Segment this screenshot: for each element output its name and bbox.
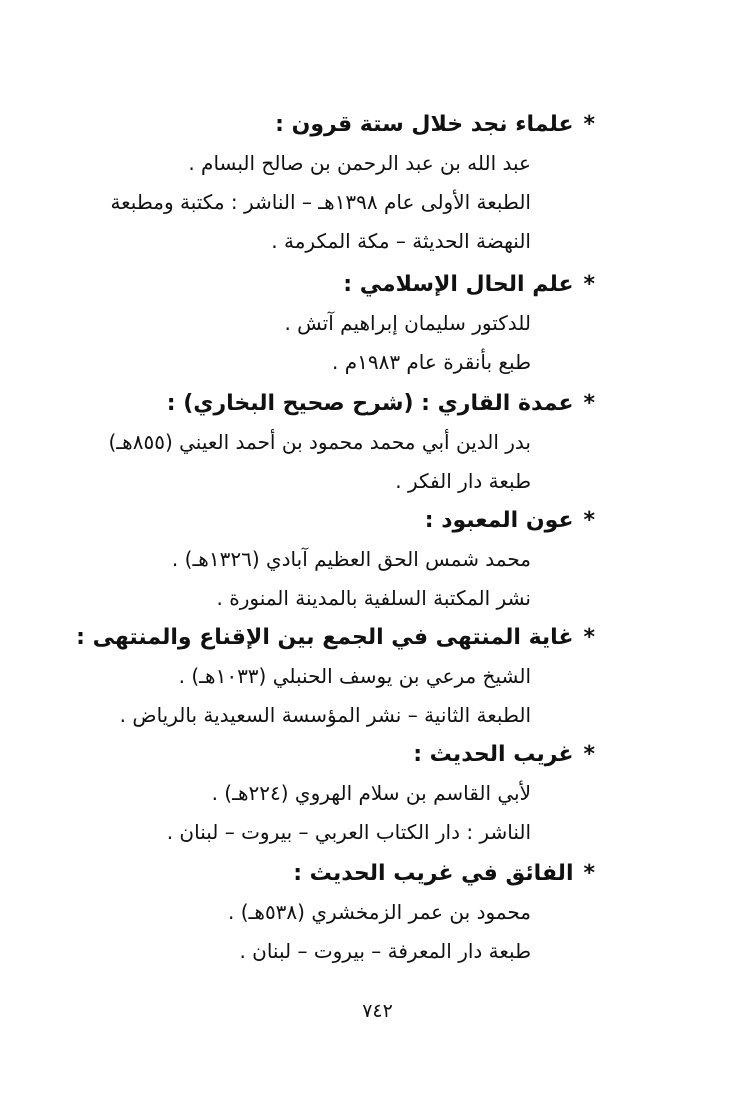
entry-3-line-2: طبعة دار الفكر .: [395, 469, 531, 493]
entry-4-line-1: محمد شمس الحق العظيم آبادي (١٣٢٦هـ) .: [171, 547, 531, 571]
entry-1-line-1: عبد الله بن عبد الرحمن بن صالح البسام .: [188, 151, 531, 175]
entry-title-text: علم الحال الإسلامي :: [343, 272, 574, 297]
bullet-marker: *: [583, 112, 595, 137]
entry-title-text: غريب الحديث :: [413, 742, 574, 767]
bullet-marker: *: [583, 742, 595, 767]
entry-5-line-1: الشيخ مرعي بن يوسف الحنبلي (١٠٣٣هـ) .: [178, 664, 531, 688]
bullet-marker: *: [583, 861, 595, 886]
bullet-marker: *: [583, 391, 595, 416]
entry-3-title: [167, 391, 595, 417]
entry-2-line-1: للدكتور سليمان إبراهيم آتش .: [284, 311, 531, 335]
page-number: ٧٤٢: [362, 1000, 393, 1022]
entry-6-line-2: الناشر : دار الكتاب العربي – بيروت – لبنان .: [166, 820, 531, 844]
entry-2-line-2: طبع بأنقرة عام ١٩٨٣م .: [331, 350, 531, 374]
entry-2-title: [343, 272, 595, 298]
entry-title-text: عمدة القاري : (شرح صحيح البخاري) :: [166, 391, 574, 416]
entry-6-title: [413, 742, 595, 768]
entry-1-line-3: النهضة الحديثة – مكة المكرمة .: [271, 229, 531, 253]
entry-4-title: [425, 508, 595, 534]
entry-5-title: [76, 625, 595, 651]
bullet-marker: *: [583, 508, 595, 533]
entry-title-text: علماء نجد خلال ستة قرون :: [275, 112, 574, 137]
entry-1-line-2: الطبعة الأولى عام ١٣٩٨هـ – الناشر : مكتبة ومطبعة: [110, 190, 531, 214]
entry-3-line-1: بدر الدين أبي محمد محمود بن أحمد العيني (٨٥٥هـ): [108, 430, 531, 454]
entry-1-title: [275, 112, 595, 138]
entry-7-line-2: طبعة دار المعرفة – بيروت – لبنان .: [239, 939, 531, 963]
entry-title-text: غاية المنتهى في الجمع بين الإقناع والمنتهى :: [76, 625, 574, 650]
entry-6-line-1: لأبي القاسم بن سلام الهروي (٢٢٤هـ) .: [211, 781, 531, 805]
entry-title-text: عون المعبود :: [424, 508, 574, 533]
entry-7-line-1: محمود بن عمر الزمخشري (٥٣٨هـ) .: [228, 900, 531, 924]
bullet-marker: *: [583, 625, 595, 650]
entry-title-text: الفائق في غريب الحديث :: [293, 861, 574, 886]
entry-5-line-2: الطبعة الثانية – نشر المؤسسة السعيدية بالرياض .: [119, 703, 531, 727]
bullet-marker: *: [583, 272, 595, 297]
entry-4-line-2: نشر المكتبة السلفية بالمدينة المنورة .: [216, 586, 531, 610]
entry-7-title: [293, 861, 595, 887]
